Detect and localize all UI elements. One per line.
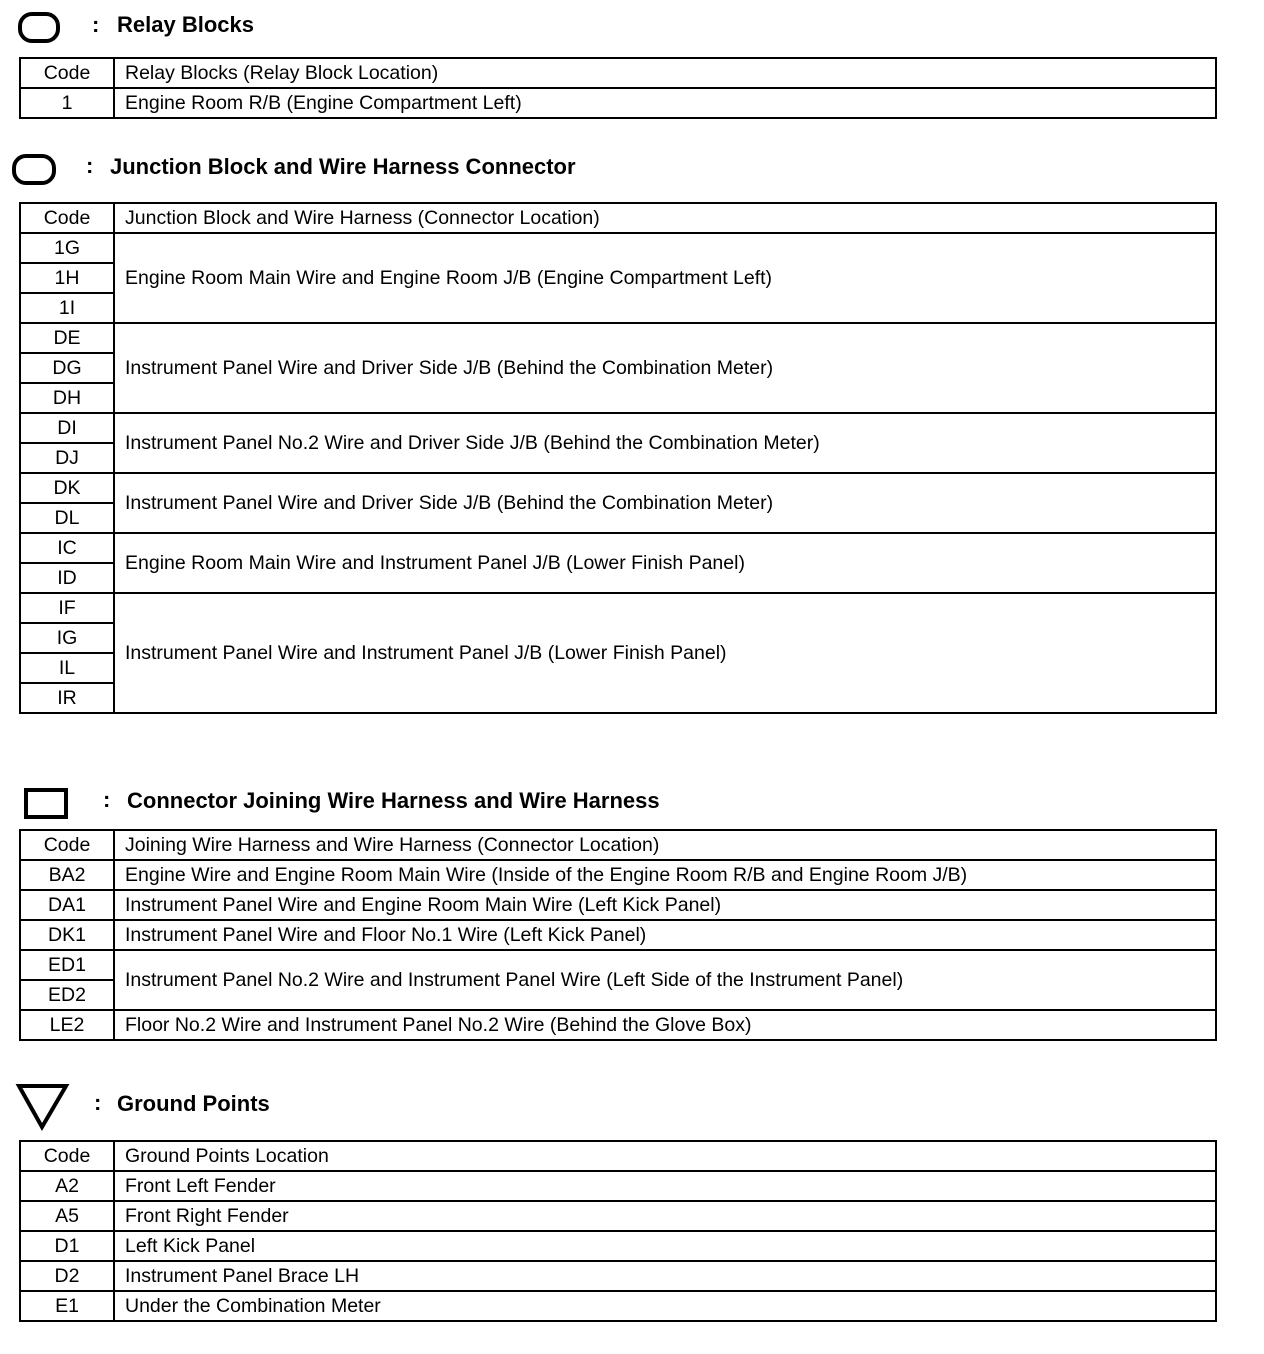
code-cell: A2 (20, 1171, 114, 1201)
code-cell: LE2 (20, 1010, 114, 1040)
code-cell: 1I (20, 293, 114, 323)
code-cell: BA2 (20, 860, 114, 890)
table-row (20, 533, 1216, 563)
header-row (20, 1141, 1216, 1171)
code-cell: IR (20, 683, 114, 713)
header-code: Code (20, 830, 114, 860)
code-cell: DG (20, 353, 114, 383)
rounded-rect-icon (12, 154, 58, 186)
code-cell: IL (20, 653, 114, 683)
description-cell: Instrument Panel No.2 Wire and Driver Side J/B (Behind the Combination Meter) (114, 413, 1216, 473)
connector-joining-table (19, 829, 1217, 1041)
code-cell: IF (20, 593, 114, 623)
code-cell: ED1 (20, 950, 114, 980)
table-row (20, 88, 1216, 118)
code-cell: A5 (20, 1201, 114, 1231)
header-code: Code (20, 1141, 114, 1171)
description-cell: Engine Room R/B (Engine Compartment Left) (114, 88, 1216, 118)
triangle-down-icon (15, 1082, 71, 1132)
code-cell: ED2 (20, 980, 114, 1010)
description-cell: Front Right Fender (114, 1201, 1216, 1231)
table-row (20, 950, 1216, 980)
description-cell: Instrument Panel Wire and Driver Side J/B (Behind the Combination Meter) (114, 473, 1216, 533)
ground-points-table (19, 1140, 1217, 1322)
heading-colon: : (92, 12, 100, 37)
code-cell: DH (20, 383, 114, 413)
junction-block-table (19, 202, 1217, 714)
table-row (20, 1261, 1216, 1291)
description-cell: Engine Room Main Wire and Instrument Panel J/B (Lower Finish Panel) (114, 533, 1216, 593)
code-cell: DJ (20, 443, 114, 473)
table-row (20, 413, 1216, 443)
header-row (20, 203, 1216, 233)
table-row (20, 1201, 1216, 1231)
header-row (20, 58, 1216, 88)
table-row (20, 890, 1216, 920)
description-cell: Floor No.2 Wire and Instrument Panel No.2 Wire (Behind the Glove Box) (114, 1010, 1216, 1040)
section-title: Ground Points (117, 1091, 270, 1116)
table-row (20, 920, 1216, 950)
description-cell: Instrument Panel Wire and Driver Side J/B (Behind the Combination Meter) (114, 323, 1216, 413)
table-row (20, 1231, 1216, 1261)
table-row (20, 860, 1216, 890)
code-cell: 1 (20, 88, 114, 118)
description-cell: Instrument Panel Brace LH (114, 1261, 1216, 1291)
code-cell: 1H (20, 263, 114, 293)
header-code: Code (20, 58, 114, 88)
description-cell: Instrument Panel Wire and Instrument Panel J/B (Lower Finish Panel) (114, 593, 1216, 713)
table-row (20, 1010, 1216, 1040)
rounded-rect-icon (18, 12, 62, 44)
description-cell: Under the Combination Meter (114, 1291, 1216, 1321)
code-cell: IC (20, 533, 114, 563)
square-rect-icon (24, 787, 70, 821)
code-cell: E1 (20, 1291, 114, 1321)
section-title: Relay Blocks (117, 12, 254, 37)
code-cell: ID (20, 563, 114, 593)
description-cell: Front Left Fender (114, 1171, 1216, 1201)
relay-blocks-table (19, 57, 1217, 119)
header-description: Relay Blocks (Relay Block Location) (114, 58, 1216, 88)
heading-colon: : (94, 1090, 102, 1115)
table-row (20, 1291, 1216, 1321)
header-row (20, 830, 1216, 860)
table-row (20, 593, 1216, 623)
description-cell: Instrument Panel Wire and Floor No.1 Wire (Left Kick Panel) (114, 920, 1216, 950)
description-cell: Instrument Panel Wire and Engine Room Main Wire (Left Kick Panel) (114, 890, 1216, 920)
header-description: Junction Block and Wire Harness (Connector Location) (114, 203, 1216, 233)
table-row (20, 473, 1216, 503)
header-description: Ground Points Location (114, 1141, 1216, 1171)
table-row (20, 323, 1216, 353)
code-cell: DK (20, 473, 114, 503)
code-cell: IG (20, 623, 114, 653)
code-cell: DI (20, 413, 114, 443)
heading-colon: : (86, 153, 94, 178)
heading-colon: : (103, 787, 111, 812)
code-cell: DK1 (20, 920, 114, 950)
section-title: Junction Block and Wire Harness Connector (110, 154, 576, 179)
code-cell: DA1 (20, 890, 114, 920)
code-cell: DL (20, 503, 114, 533)
header-code: Code (20, 203, 114, 233)
description-cell: Engine Room Main Wire and Engine Room J/B (Engine Compartment Left) (114, 233, 1216, 323)
code-cell: 1G (20, 233, 114, 263)
description-cell: Left Kick Panel (114, 1231, 1216, 1261)
table-row (20, 1171, 1216, 1201)
section-title: Connector Joining Wire Harness and Wire Harness (127, 788, 660, 813)
description-cell: Instrument Panel No.2 Wire and Instrument Panel Wire (Left Side of the Instrument Panel) (114, 950, 1216, 1010)
header-description: Joining Wire Harness and Wire Harness (Connector Location) (114, 830, 1216, 860)
code-cell: DE (20, 323, 114, 353)
code-cell: D1 (20, 1231, 114, 1261)
description-cell: Engine Wire and Engine Room Main Wire (Inside of the Engine Room R/B and Engine Room J/B) (114, 860, 1216, 890)
code-cell: D2 (20, 1261, 114, 1291)
table-row (20, 233, 1216, 263)
